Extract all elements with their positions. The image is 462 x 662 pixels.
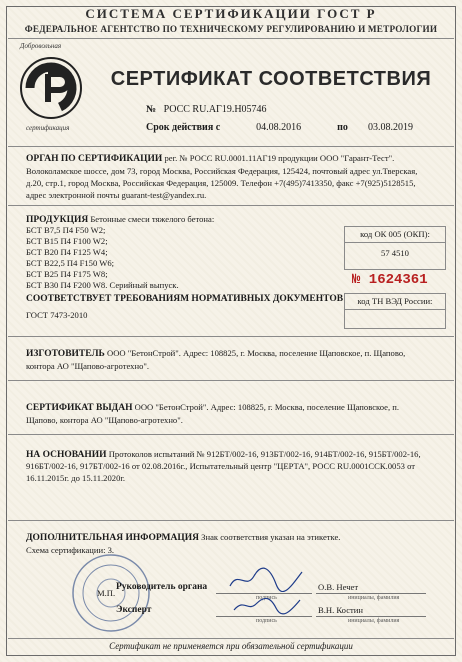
product-line: БСТ В30 П4 F200 W8. Серийный выпуск. bbox=[26, 280, 179, 290]
basis-label: НА ОСНОВАНИИ bbox=[26, 450, 107, 460]
okp-label: код ОК 005 (ОКП): bbox=[360, 229, 430, 239]
logo-caption-top: Добровольная bbox=[20, 42, 62, 50]
validity-to-label: по bbox=[337, 122, 348, 133]
logo-caption-bottom: сертификация bbox=[26, 124, 70, 132]
tnved-label: код ТН ВЭД России: bbox=[357, 296, 433, 306]
conformity-label: СООТВЕТСТВУЕТ ТРЕБОВАНИЯМ НОРМАТИВНЫХ ДОКУМЕНТОВ bbox=[26, 294, 344, 304]
certificate-title: СЕРТИФИКАТ СООТВЕТСТВИЯ bbox=[110, 68, 432, 90]
validity-term bbox=[146, 122, 430, 133]
sig-caption: подпись bbox=[256, 618, 277, 624]
additional-label: ДОПОЛНИТЕЛЬНАЯ ИНФОРМАЦИЯ bbox=[26, 533, 200, 543]
validity-label: Срок действия с bbox=[146, 122, 221, 133]
head-name: О.В. Нечет bbox=[318, 582, 359, 592]
organ-line1: рег. № РОСС RU.0001.11АГ19 продукции ООО "Гарант-Тест". bbox=[164, 153, 395, 163]
name-line bbox=[316, 616, 426, 617]
product-line: БСТ В15 П4 F100 W2; bbox=[26, 236, 108, 246]
basis-section bbox=[26, 449, 421, 461]
okp-box bbox=[344, 226, 446, 270]
sig-caption: подпись bbox=[256, 595, 277, 601]
divider bbox=[8, 38, 454, 39]
product-line: БСТ В25 П4 F175 W8; bbox=[26, 269, 108, 279]
issued-line2: Щапово, контора АО "Щапово-агротехно". bbox=[26, 415, 183, 425]
divider bbox=[8, 336, 454, 337]
tnved-box bbox=[344, 293, 446, 329]
product-desc: Бетонные смеси тяжелого бетона: bbox=[90, 214, 215, 224]
additional-text: Знак соответствия указан на этикетке. bbox=[201, 532, 341, 542]
name-caption: инициалы, фамилия bbox=[348, 618, 400, 624]
certificate-number bbox=[146, 104, 267, 115]
head-label: Руководитель органа bbox=[116, 582, 208, 592]
number-value: РОСС RU.АГ19.Н05746 bbox=[163, 104, 267, 115]
basis-line1: Протоколов испытаний № 912БТ/002-16, 913БТ/002-16, 914БТ/002-16, 915БТ/002-16, bbox=[108, 449, 421, 459]
name-caption: инициалы, фамилия bbox=[348, 595, 400, 601]
manufacturer-line2: контора АО "Щапово-агротехно". bbox=[26, 361, 150, 371]
product-label: ПРОДУКЦИЯ bbox=[26, 215, 89, 225]
additional-section bbox=[26, 532, 340, 544]
basis-line3: 16.11.2015г. до 15.11.2020г. bbox=[26, 473, 126, 483]
organ-line3: д.20, стр.1, город Москва, Российская Федерация, 125009. Телефон +7(495)7413350, факс +7(925)5128515, bbox=[26, 178, 416, 188]
divider bbox=[8, 638, 454, 639]
issued-section bbox=[26, 402, 399, 414]
organ-line2: Волоколамское шоссе, дом 73, город Москва, Российская Федерация, 125424, почтовый адрес ул.Тверская, bbox=[26, 166, 418, 176]
divider bbox=[8, 380, 454, 381]
organ-section bbox=[26, 153, 446, 165]
agency-name: ФЕДЕРАЛЬНОЕ АГЕНТСТВО ПО ТЕХНИЧЕСКОМУ РЕГУЛИРОВАНИЮ И МЕТРОЛОГИИ bbox=[24, 24, 438, 34]
manufacturer-line1: ООО "БетонСтрой". Адрес: 108825, г. Москва, поселение Щаповское, п. Щапово, bbox=[107, 348, 406, 358]
validity-to: 03.08.2019 bbox=[367, 122, 413, 133]
expert-label: Эксперт bbox=[116, 605, 152, 615]
validity-from: 04.08.2016 bbox=[256, 122, 302, 133]
okp-value: 57 4510 bbox=[381, 248, 409, 258]
serial-number: № 1624361 bbox=[352, 272, 428, 288]
product-line: БСТ В20 П4 F125 W4; bbox=[26, 247, 108, 257]
basis-line2: 916БТ/002-16, 917БТ/002-16 от 02.08.2016г., Испытательный центр "ЦЕРТА", РОСС RU.0001СCК.0053 от bbox=[26, 461, 416, 471]
conformity-doc: ГОСТ 7473-2010 bbox=[26, 310, 88, 320]
product-line: БСТ В22,5 П4 F150 W6; bbox=[26, 258, 115, 268]
expert-signature-icon bbox=[230, 592, 304, 616]
organ-line4: адрес электронной почты guarant-test@yandex.ru. bbox=[26, 190, 207, 200]
expert-name: В.Н. Костин bbox=[318, 605, 363, 615]
head-signature-icon bbox=[226, 566, 306, 592]
stamp-mp: М.П. bbox=[97, 588, 116, 598]
divider bbox=[8, 434, 454, 435]
system-title: СИСТЕМА СЕРТИФИКАЦИИ ГОСТ Р bbox=[85, 6, 377, 21]
manufacturer-section bbox=[26, 348, 405, 360]
scheme-text: Схема сертификации: 3. bbox=[26, 545, 115, 555]
product-line: БСТ В7,5 П4 F50 W2; bbox=[26, 225, 106, 235]
name-line bbox=[316, 593, 426, 594]
divider bbox=[8, 520, 454, 521]
organ-label: ОРГАН ПО СЕРТИФИКАЦИИ bbox=[26, 154, 163, 164]
footer-note: Сертификат не применяется при обязательной сертификации bbox=[109, 641, 353, 651]
issued-line1: ООО "БетонСтрой". Адрес: 108825, г. Москва, поселение Щаповское, п. bbox=[134, 402, 400, 412]
issued-label: СЕРТИФИКАТ ВЫДАН bbox=[26, 403, 133, 413]
divider bbox=[8, 146, 454, 147]
gost-r-logo-icon bbox=[18, 52, 84, 122]
manufacturer-label: ИЗГОТОВИТЕЛЬ bbox=[26, 349, 105, 359]
number-sign: № bbox=[146, 104, 157, 115]
divider bbox=[8, 205, 454, 206]
sig-line bbox=[216, 616, 312, 617]
